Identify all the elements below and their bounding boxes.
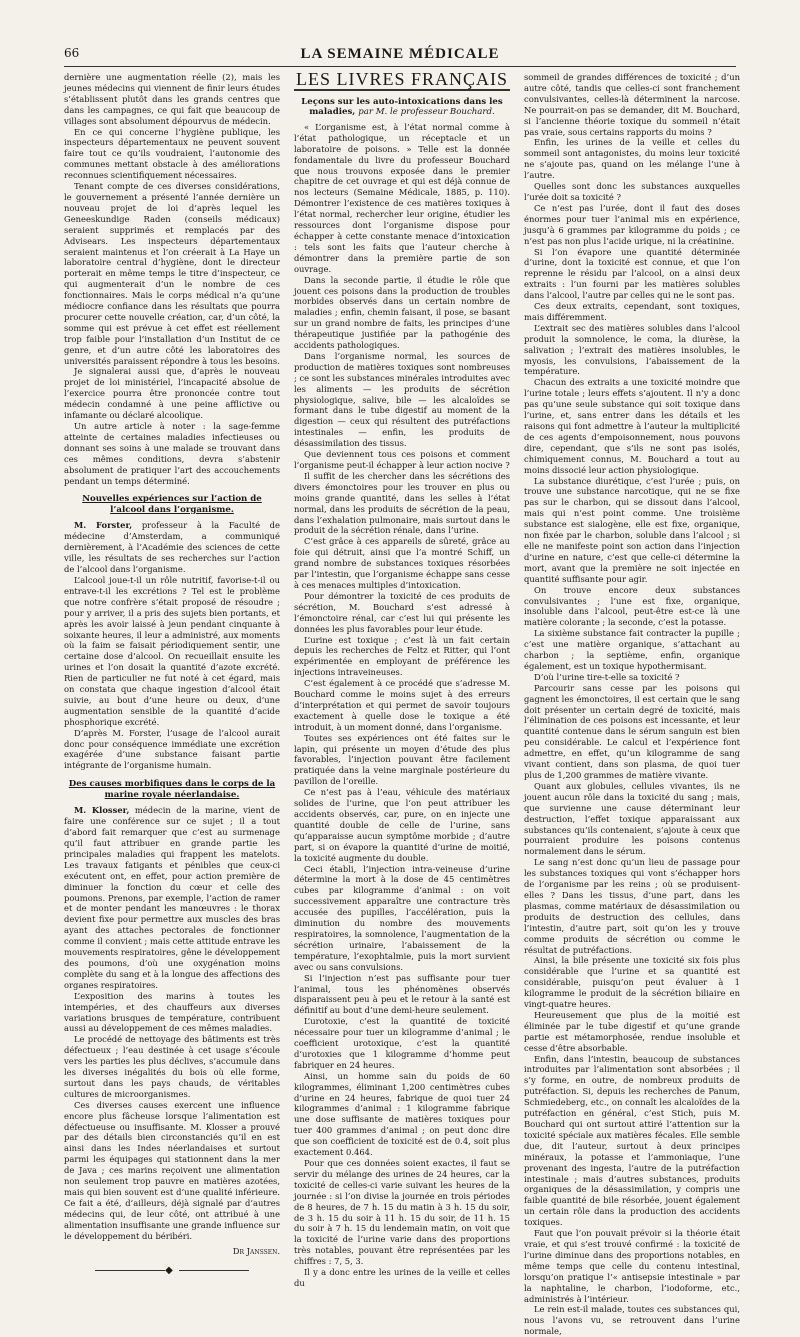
column-right: [524, 72, 740, 1337]
paragraph: D’après M. Forster, l’usage de l’alcool aurait donc pour conséquence immédiate une excrétion exagérée d’une substance faisant partie intégrante de l’organisme humain.: [64, 727, 280, 771]
paragraph: Dans la seconde partie, il étudie le rôle que jouent ces poisons dans la production de troubles morbides observés dans un certain nombre de maladies ; enfin, chemin faisant, il pose, se basant sur un grand nombre de faits, les principes d’une thérapeutique justifiée par la pathogénie des accidents pathologiques.: [294, 274, 510, 351]
paragraph: Si l’injection n’est pas suffisante pour tuer l’animal, tous les phénomènes observés disparaissent peu à peu et le retour à la santé est définitif au bout d’une demi-heure seulement.: [294, 972, 510, 1016]
paragraph: Que deviennent tous ces poisons et comment l’organisme peut-il échapper à leur action nocive ?: [294, 449, 510, 470]
paragraph: Ce n’est pas l’urée, dont il faut des doses énormes pour tuer l’animal mis en expérience, jusqu’à 6 grammes par kilogramme du poids ; ce n’est pas non plus l’acide urique, ni la créatinine.: [524, 202, 740, 246]
paragraph: Heureusement que plus de la moitié est éliminée par le tube digestif et qu’une grande partie est métamorphosée, rendue insoluble et cesse d’être absorbable.: [524, 1009, 740, 1053]
paragraph: L’extrait sec des matières solubles dans l’alcool produit la somnolence, le coma, la diurèse, la salivation ; l’extrait des matières insolubles, le myosis, les convulsions, l’abaissement de la température.: [524, 322, 740, 377]
paragraph: Enfin, les urines de la veille et celles du sommeil sont antagonistes, du moins leur toxicité ne s’ajoute pas, quand on les mélange l’une à l’autre.: [524, 137, 740, 181]
paragraph: Tenant compte de ces diverses considérations, le gouvernement a présenté l’année dernière un nouveau projet de loi d’après lequel les Geneeskundige Raden (conseils médicaux) seraient supprimés et remplacés par des Advisears. Les inspecteurs départementaux seraient maintenus et l’on créerait à La Haye un laboratoire central d’hygiène, dont le directeur porterait en même temps le titre d’inspecteur, ce qui augmenterait d’un le nombre de ces fonctionnaires. Mais le corps médical n’a qu’une médiocre confiance dans les résultats que pourra procurer cette nouvelle création, car, d’un côté, la somme qui est prévue à cet effet est réellement trop faible pour l’installation d’un Institut de ce genre, et d’un autre côté les laboratoires des universités paraissent répondre à tous les besoins.: [64, 181, 280, 366]
paragraph: Ce n’est pas à l’eau, véhicule des matériaux solides de l’urine, que l’on peut attribuer les accidents observés, car, pure, on en injecte une quantité double de celle de l’urine, sans qu’apparaisse aucun symptôme morbide ; d’autre part, si on évapore la quantité d’urine de moitié, la toxicité augmente du double.: [294, 787, 510, 863]
section-title-alcool: Nouvelles expériences sur l’action de l’alcool dans l’organisme.: [82, 494, 262, 515]
paragraph: Faut que l’on pouvait prévoir si la théorie était vraie, et qui s’est trouvé confirmé : la toxicité de l’urine diminue dans des proportions notables, en même temps que celle du contenu intestinal, lorsqu’on pratique l’« antisepsie intestinale » par la naphtaline, le charbon, l’iodoforme, etc., administrés à l’intérieur.: [524, 1228, 740, 1304]
paragraph: L’alcool joue-t-il un rôle nutritif, favorise-t-il ou entrave-t-il les excrétions ? Tel est le problème que notre confrère s’était proposé de résoudre ; pour y arriver, il a pris des sujets bien portants, et après les avoir laissé à jeun pendant cinquante à soixante heures, il leur a administré, aux moments où la faim se faisait périodiquement sentir, une certaine dose d’alcool. On recueillait ensuite les urines et l’on dosait la quantité d’azote excrété. Rien de particulier ne fut noté à cet égard, mais on constata que chaque ingestion d’alcool était suivie, au bout d’une heure ou deux, d’une augmentation sensible de la quantité d’acide phosphorique excrété.: [64, 574, 280, 727]
journal-title: LA SEMAINE MÉDICALE: [300, 45, 500, 62]
paragraph: L’urotoxie, c’est la quantité de toxicité nécessaire pour tuer un kilogramme d’animal ; le coefficient urotoxique, c’est la quantité d’urotoxies que 1 kilogramme d’homme peut fabriquer en 24 heures.: [294, 1016, 510, 1070]
paragraph: Ainsi, un homme sain du poids de 60 kilogrammes, éliminant 1,200 centimètres cubes d’urine en 24 heures, fabrique de quoi tuer 24 kilogrammes d’animal : 1 kilogramme fabrique une dose suffisante de matières toxiques pour tuer 400 grammes d’animal ; on peut donc dire que son coefficient de toxicité est de 0.4, soit plus exactement 0.464.: [294, 1070, 510, 1158]
paragraph: Parcourir sans cesse par les poisons qui gagnent les émonctoires, il est certain que le sang doit présenter un certain degré de toxicité, mais l’élimination de ces poisons est incessante, et leur quantité contenue dans le sérum sanguin est bien peu considérable. Le calcul et l’expérience font admettre, en effet, qu’un kilogramme de sang vivant contient, dans son plasma, de quoi tuer plus de 1,200 grammes de matière vivante.: [524, 682, 740, 780]
paragraph: Ces diverses causes exercent une influence encore plus fâcheuse lorsque l’alimentation est défectueuse ou insuffisante. M. Klosser a prouvé par des détails bien circonstanciés qu’il en est ainsi dans les Indes néerlandaises et surtout parmi les équipages qui stationnent dans la mer de Java ; ces marins reçoivent une alimentation non seulement trop pauvre en matières azotées, mais qui bien souvent est d’une qualité inférieure. Ce fait a été, d’ailleurs, déjà signalé par d’autres médecins qui, de leur côté, ont attribué à une alimentation insuffisante une grande influence sur le développement du béribéri.: [64, 1099, 280, 1241]
author-name: M. Forster,: [74, 520, 133, 531]
paragraph: M. Klosser, médecin de la marine, vient de faire une conférence sur ce sujet ; il a tout d’abord fait remarquer que c’est au surmenage qu’il faut attribuer en grande partie les principales maladies qui frappent les matelots. Les travaux fatigants et pénibles que ceux-ci exécutent ont, en effet, pour action première de diminuer la fonction du cœur et celle des poumons. Prenons, par exemple, l’action de ramer et de monter pendant les manœuvres : le thorax devient fixe pour permettre aux muscles des bras ayant des attaches pectorales de fonctionner comme il convient ; mais cette attitude entrave les mouvements respiratoires, gêne le développement des poumons, d’où une oxygénation moins complète du sang et à la longue des affections des organes respiratoires.: [64, 805, 280, 990]
paragraph: Le sang n’est donc qu’un lieu de passage pour les substances toxiques qui vont s’échapper hors de l’organisme par les reins ; où se produisent-elles ? Dans les tissus, d’une part, dans les plasmas, comme matériaux de désassimilation ou produits de destruction des cellules, dans l’intestin, d’autre part, soit qu’on les y trouve comme produits de sécrétion ou comme le résultat de putréfactions.: [524, 857, 740, 955]
paragraph: L’exposition des marins à toutes les intempéries, et des chauffeurs aux diverses variations brusques de température, contribuent aussi au développement de ces mêmes maladies.: [64, 990, 280, 1034]
section-title-marine: Des causes morbifiques dans le corps de la marine royale néerlandaise.: [68, 779, 276, 800]
paragraph: Dans l’organisme normal, les sources de production de matières toxiques sont nombreuses ; ce sont les substances minérales introduites avec les aliments — les produits de sécrétion physiologique, salive, bile — les alcaloïdes se formant dans le tube digestif au moment de la digestion — ceux qui résultent des putréfactions intestinales — enfin, les produits de désassimilation des tissus.: [294, 350, 510, 449]
header-rule: [64, 66, 736, 67]
review-body-continued: [524, 72, 740, 1337]
paragraph: Ceci établi, l’injection intra-veineuse d’urine détermine la mort à la dose de 45 centimètres cubes par kilogramme d’animal : on voit successivement apparaître une contracture très accusée des pupilles, l’accélération, puis la diminution du nombre des mouvements respiratoires, la somnolence, l’augmentation de la sécrétion urinaire, l’abaissement de la température, l’exophtalmie, puis la mort survient avec ou sans convulsions.: [294, 863, 510, 972]
paragraph: L’urine est toxique ; c’est là un fait certain depuis les recherches de Feltz et Ritter, qui l’ont expérimentée en employant de préférence les injections intraveineuses.: [294, 634, 510, 678]
paragraph: C’est grâce à ces appareils de sûreté, grâce au foie qui détruit, ainsi que l’a montré Schiff, un grand nombre de substances toxiques résorbées par l’intestin, que l’organisme échappe sans cesse à ces menaces multiples d’intoxication.: [294, 536, 510, 590]
paragraph: En ce qui concerne l’hygiène publique, les inspecteurs départementaux ne peuvent souvent faire tout ce qu’ils voudraient, l’autonomie des communes mettant obstacle à des améliorations reconnues scientifiquement nécessaires.: [64, 126, 280, 181]
page-number: 66: [64, 46, 80, 60]
signature: Dr Janssen.: [232, 1245, 280, 1256]
paragraph: Je signalerai aussi que, d’après le nouveau projet de loi ministériel, l’incapacité absolue de l’exercice pourra être prononcée contre tout médecin condamné à une peine afflictive ou infamante ou déclaré alcoolique.: [64, 366, 280, 421]
paragraph: Si l’on évapore une quantité déterminée d’urine, dont la toxicité est connue, et que l’on reprenne le résidu par l’alcool, on a ainsi deux extraits : l’un fourni par les matières solubles dans l’alcool, l’autre par celles qui ne le sont pas.: [524, 246, 740, 301]
section-heading: LES LIVRES FRANÇAIS: [295, 69, 509, 89]
paragraph: Le rein est-il malade, toutes ces substances qui, nous l’avons vu, se retrouvent dans l’urine normale,: [524, 1304, 740, 1337]
page-header: [64, 44, 736, 64]
book-review-title: Leçons sur les auto-intoxications dans les maladies, par M. le professeur Bouchard.: [301, 96, 503, 118]
paragraph: On trouve encore deux substances convulsivantes ; l’une est fixe, organique, insoluble dans l’alcool, peut-être est-ce là une matière colorante ; la seconde, c’est la potasse.: [524, 584, 740, 628]
column-left: [64, 72, 280, 1277]
section-ornament: ◆: [64, 1266, 280, 1277]
paragraph: Ainsi, la bile présente une toxicité six fois plus considérable que l’urine et sa quantité est considérable, puisqu’on peut évaluer à 1 kilogramme le produit de la sécrétion biliaire en vingt-quatre heures.: [524, 955, 740, 1010]
paragraph: « L’organisme est, à l’état normal comme à l’état pathologique, un réceptacle et un laboratoire de poisons. » Telle est la donnée fondamentale du livre du professeur Bouchard que nous trouvons exposée dans le premier chapitre de cet ouvrage et qui est déjà connue de nos lecteurs (Semaine Médicale, 1885, p. 110). Démontrer l’existence de ces matières toxiques à l’état normal, rechercher leur origine, étudier les ressources dont l’organisme dispose pour échapper à cette constante menace d’intoxication : tels sont les faits que l’auteur cherche à démontrer dans la première partie de son ouvrage.: [294, 121, 510, 274]
paragraph: Ces deux extraits, cependant, sont toxiques, mais différemment.: [524, 301, 740, 322]
paragraph: Le procédé de nettoyage des bâtiments est très défectueux ; l’eau destinée à cet usage s’écoule vers les parties les plus déclives, s’accumule dans les diverses inégalités du bois où elle forme, surtout dans les pays chauds, de véritables cultures de microorganismes.: [64, 1034, 280, 1099]
paragraph: Chacun des extraits a une toxicité moindre que l’urine totale ; leurs effets s’ajoutent. Il n’y a donc pas qu’une seule substance qui soit toxique dans l’urine, et, sans entrer dans les détails et les raisons qui font admettre à l’auteur la multiplicité de ces agents d’empoisonnement, nous pouvons dire, cependant, que s’ils ne sont pas isolés, chimiquement connus, M. Bouchard a tout au moins dissocié leur action physiologique.: [524, 377, 740, 475]
paragraph: C’est également à ce procédé que s’adresse M. Bouchard comme le moins sujet à des erreurs d’interprétation et qui permet de savoir toujours exactement à quelle dose le toxique a été introduit, à un moment donné, dans l’organisme.: [294, 678, 510, 732]
paragraph: Un autre article à noter : la sage-femme atteinte de certaines maladies infectieuses ou donnant ses soins à une malade se trouvant dans ces mêmes conditions, devra s’abstenir absolument de pratiquer l’art des accouchements pendant un temps déterminé.: [64, 421, 280, 486]
paragraph: Enfin, dans l’intestin, beaucoup de substances introduites par l’alimentation sont absorbées ; il s’y forme, en outre, de nombreux produits de putréfaction. Si, depuis les recherches de Panum, Schmiedeberg, etc., on connaît les alcaloïdes de la putréfaction en général, c’est Stich, puis M. Bouchard qui ont surtout attiré l’attention sur la toxicité spéciale aux matières fécales. Elle semble due, dit l’auteur, surtout à deux principes minéraux, la potasse et l’ammoniaque, l’une provenant des ingesta, l’autre de la putréfaction intestinale ; mais d’autres substances, produits organiques de la désassimilation, y compris une faible quantité de bile résorbée, jouent également un certain rôle dans la production des accidents toxiques.: [524, 1053, 740, 1228]
paragraph: Pour démontrer la toxicité de ces produits de sécrétion, M. Bouchard s’est adressé à l’émonctoire rénal, car c’est lui qui présente les données les plus favorables pour leur étude.: [294, 590, 510, 634]
paragraph: Il y a donc entre les urines de la veille et celles du: [294, 1267, 510, 1288]
paragraph: Quelles sont donc les substances auxquelles l’urée doit sa toxicité ?: [524, 181, 740, 202]
paragraph: M. Forster, professeur à la Faculté de médecine d’Amsterdam, a communiqué dernièrement, à l’Académie des sciences de cette ville, les résultats de ses recherches sur l’action de l’alcool dans l’organisme.: [64, 520, 280, 575]
paragraph: Toutes ses expériences ont été faites sur le lapin, qui présente un moyen d’étude des plus favorables, l’injection pouvant être facilement pratiquée dans la veine marginale postérieure du pavillon de l’oreille.: [294, 732, 510, 787]
paragraph: Quant aux globules, cellules vivantes, ils ne jouent aucun rôle dans la toxicité du sang ; mais, que survienne une cause déterminant leur destruction, l’effet toxique apparaissant aux substances qu’ils contenaient, s’ajoute à ceux que pourraient produire les poisons contenus normalement dans le sérum.: [524, 780, 740, 857]
paragraph: La sixième substance fait contracter la pupille ; c’est une matière organique, s’attachant au charbon ; la septième, enfin, organique également, est un toxique hypothermisant.: [524, 628, 740, 671]
paragraph: sommeil de grandes différences de toxicité ; d’un autre côté, tandis que celles-ci sont franchement convulsivantes, celles-là déterminent la narcose. Ne pourrait-on pas se demander, dit M. Bouchard, si l’ancienne théorie toxique du sommeil n’était pas vraie, sous certains rapports du moins ?: [524, 72, 740, 137]
review-body: [294, 122, 510, 1289]
column-middle: [294, 69, 510, 1288]
paragraph: Il suffit de les chercher dans les sécrétions des divers émonctoires pour les trouver en plus ou moins grande quantité, dans les selles à l’état normal, dans les produits de sécrétion de la peau, dans l’exhalation pulmonaire, mais surtout dans le produit de la sécrétion rénale, dans l’urine.: [294, 470, 510, 536]
paragraph: dernière une augmentation réelle (2), mais les jeunes médecins qui viennent de finir leurs études s’établissent plutôt dans les grands centres que dans les campagnes, ce qui fait que beaucoup de villages sont absolument dépourvus de médecin.: [64, 72, 280, 126]
paragraph: D’où l’urine tire-t-elle sa toxicité ?: [534, 671, 680, 682]
paragraph: Pour que ces données soient exactes, il faut se servir du mélange des urines de 24 heures, car la toxicité de celles-ci varie suivant les heures de la journée : si l’on divise la journée en trois périodes de 8 heures, de 7 h. 15 du matin à 3 h. 15 du soir, de 3 h. 15 du soir à 11 h. 15 du soir, de 11 h. 15 du soir à 7 h. 15 du lendemain matin, on voit que la toxicité de l’urine varie dans des proportions très notables, pouvant être représentées par les chiffres : 7, 5, 3.: [294, 1158, 510, 1267]
paragraph: La substance diurétique, c’est l’urée ; puis, on trouve une substance narcotique, qui ne se fixe pas sur le charbon, qui se dissout dans l’alcool, mais qui n’est point comme. Une troisième substance est sialogène, elle est fixe, organique, non fixée par le charbon, soluble dans l’alcool ; si elle ne manifeste point son action dans l’injection d’urine en nature, c’est que celle-ci détermine la mort, avant que la première ne soit injectée en quantité suffisante pour agir.: [524, 475, 740, 584]
author-name: M. Klosser,: [74, 805, 130, 816]
